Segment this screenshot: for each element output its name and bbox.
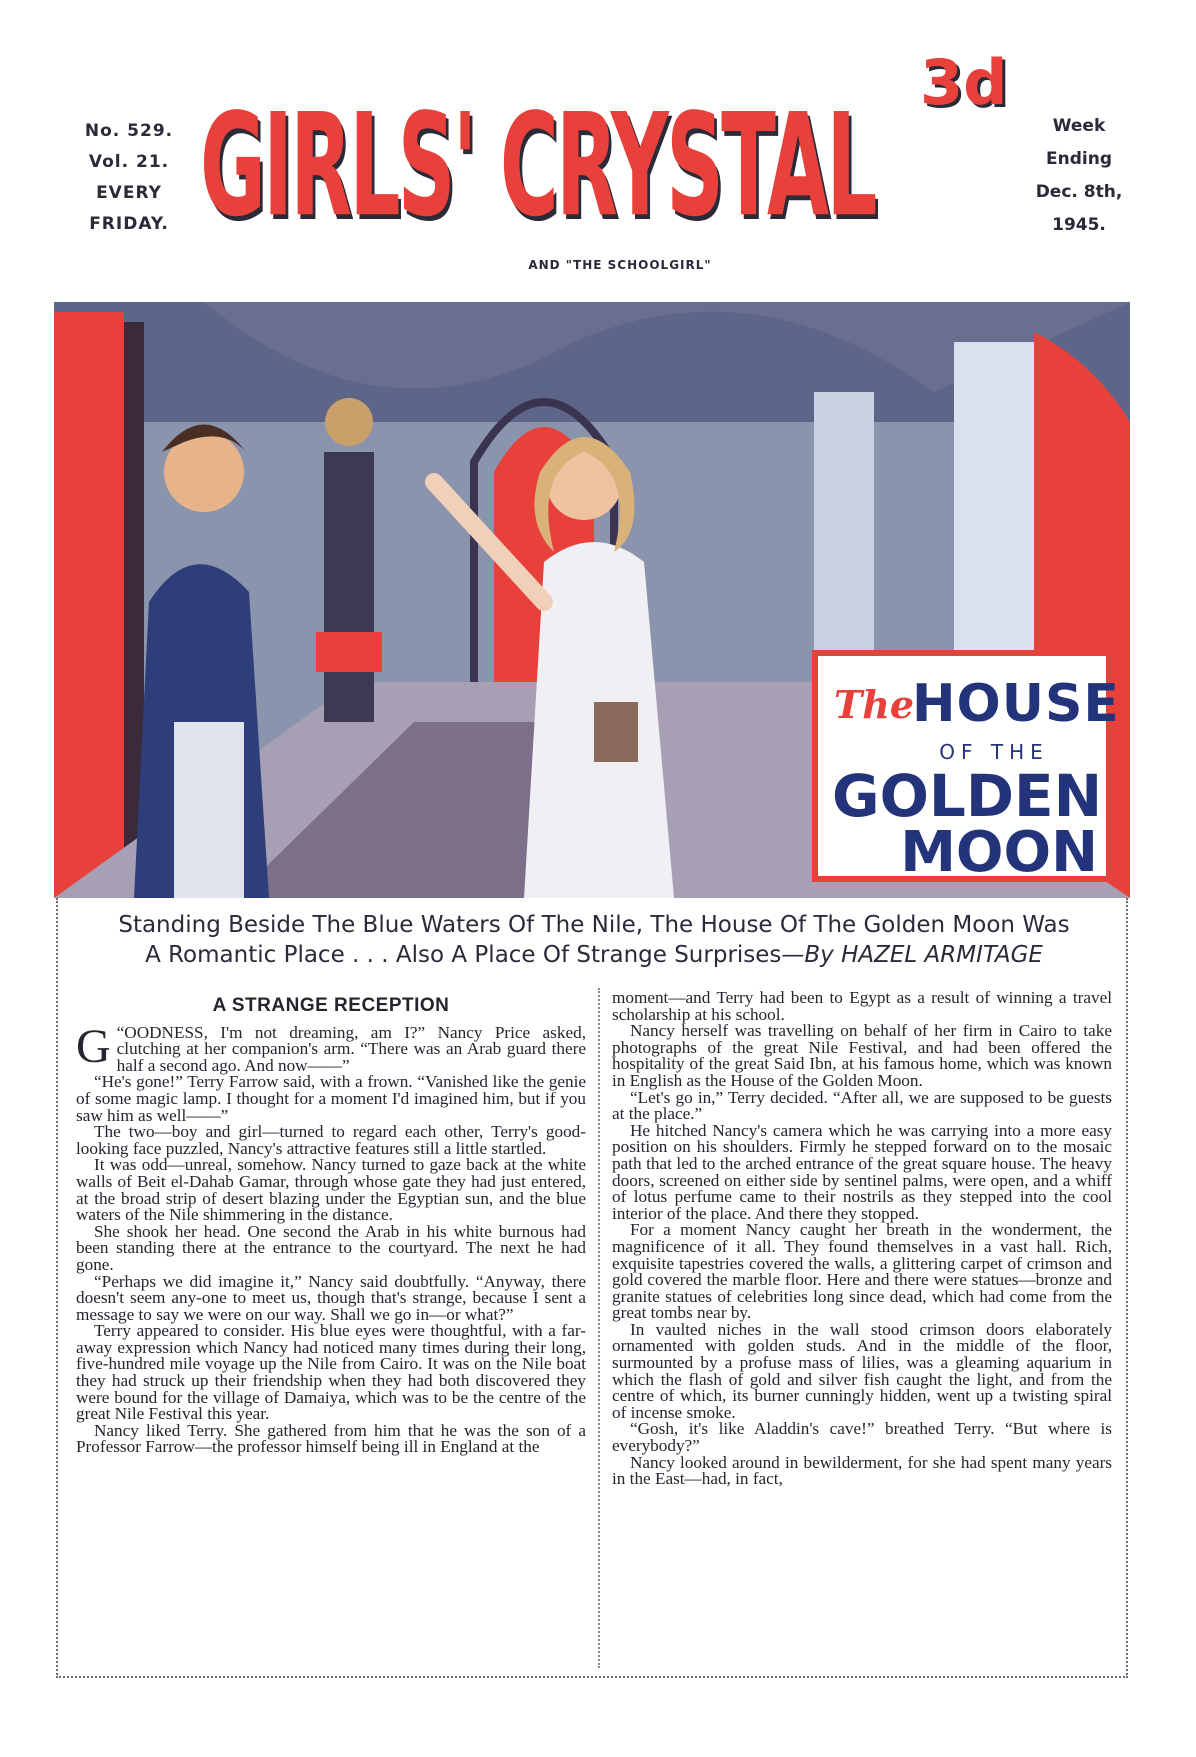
strapline-line-2-text: A Romantic Place . . . Also A Place Of Strange Surprises— <box>145 942 805 968</box>
story-paragraph: moment—and Terry had been to Egypt as a result of winning a travel scholarship at his school. <box>612 988 1112 1024</box>
story-title-box <box>812 650 1120 885</box>
issue-date: Dec. 8th, <box>1035 182 1123 202</box>
price: 3d <box>920 46 1008 119</box>
issue-day: FRIDAY. <box>89 214 169 234</box>
story-paragraph: Terry appeared to consider. His blue eyes were thoughtful, with a far-away expression which Nancy had noticed many times during their long, five-hundred mile voyage up the Nile from Cairo. It was on the Nile boat they had struck up their friendship when they had both discovered they were bound for the village of Damaiya, which was to be the centre of the great Nile Festival this year. <box>76 1321 586 1424</box>
story-paragraph: For a moment Nancy caught her breath in the wonderment, the magnificence of it all. They found themselves in a vast hall. Rich, exquisite tapestries covered the walls, a glittering carpet of crimson and gold covered the marble floor. Here and there were statues—bronze and granite statues of celebrities long since dead, which had come from the great tombs near by. <box>612 1220 1112 1323</box>
story-paragraph: He hitched Nancy's camera which he was carrying into a more easy position on his shoulders. Firmly he stepped forward on to the mosaic path that led to the arched entrance of the great square house. The heavy doors, screened on either side by sentinel palms, were open, and a whiff of lotus perfume came to their nostrils as they stepped into the cool interior of the place. And there they stopped. <box>612 1120 1112 1223</box>
story-paragraph: Nancy looked around in bewilderment, for she had spent many years in the East—had, in fact, <box>612 1452 1112 1489</box>
story-paragraph: “Let's go in,” Terry decided. “After all, we are supposed to be guests at the place.” <box>612 1087 1112 1124</box>
story-panel <box>56 898 1128 1678</box>
ending-label: Ending <box>1046 149 1112 169</box>
story-paragraph-text: “OODNESS, I'm not dreaming, am I?” Nancy Price asked, clutching at her companion's arm. “There was an Arab guard there half a second ago. And now——” <box>116 1022 586 1075</box>
story-column-right <box>612 990 1112 1488</box>
story-title-the: The <box>834 682 915 727</box>
story-title-golden: GOLDEN <box>832 762 1103 830</box>
masthead <box>0 0 1196 300</box>
byline: By HAZEL ARMITAGE <box>804 942 1043 968</box>
story-paragraph: Nancy liked Terry. She gathered from him that he was the son of a Professor Farrow—the professor himself being ill in England at the <box>76 1420 586 1457</box>
magazine-title: GIRLS' CRYSTAL <box>200 82 875 248</box>
story-paragraph: “He's gone!” Terry Farrow said, with a frown. “Vanished like the genie of some magic lamp. I thought for a moment I'd imagined him, but if you saw him as well——” <box>76 1072 586 1125</box>
issue-info <box>74 116 184 240</box>
strapline-line-2 <box>58 940 1130 970</box>
story-paragraph: It was odd—unreal, somehow. Nancy turned to gaze back at the white walls of Beit el-Dahab Gamar, through whose gate they had just entered, at the broad strip of desert blazing under the Egyptian sun, and the blue waters of the Nile shimmering in the distance. <box>76 1155 586 1225</box>
story-paragraph: In vaulted niches in the wall stood crimson doors elaborately ornamented with golden studs. And in the middle of the floor, surmounted by a profuse mass of lilies, was a gleaming aquarium in which the flash of gold and silver fish caught the light, and from the centre of which, its burner cunningly hidden, went up a twisting spiral of incense smoke. <box>612 1319 1112 1422</box>
drop-cap: G <box>76 1019 111 1073</box>
story-paragraph: “Gosh, it's like Aladdin's cave!” breathed Terry. “But where is everybody?” <box>612 1419 1112 1456</box>
story-paragraph: “Perhaps we did imagine it,” Nancy said doubtfully. “Anyway, there doesn't seem any-one to meet us, though that's strange, because I sent a message to say we were on our way. Shall we go in—or what?” <box>76 1271 586 1324</box>
story-strapline <box>58 910 1130 970</box>
story-title-moon: MOON <box>900 820 1098 885</box>
masthead-subtitle: AND "THE SCHOOLGIRL" <box>528 258 712 272</box>
story-title-of-the: OF THE <box>939 740 1049 764</box>
column-divider <box>598 988 600 1668</box>
issue-year: 1945. <box>1052 215 1106 235</box>
story-column-left <box>76 990 586 1456</box>
strapline-line-1: Standing Beside The Blue Waters Of The Nile, The House Of The Golden Moon Was <box>118 912 1070 938</box>
story-paragraph: The two—boy and girl—turned to regard each other, Terry's good-looking face puzzled, Nancy's attractive features still a little startled. <box>76 1122 586 1158</box>
story-paragraph: Nancy herself was travelling on behalf of her firm in Cairo to take photographs of the great Nile Festival, and had been offered the hospitality of the great Said Ibn, at his famous home, which was known in English as the House of the Golden Moon. <box>612 1021 1112 1090</box>
week-label: Week <box>1052 116 1106 136</box>
volume-number: Vol. 21. <box>88 152 170 172</box>
story-title-house: HOUSE <box>912 674 1120 734</box>
issue-number: No. 529. <box>84 121 174 141</box>
section-heading: A STRANGE RECEPTION <box>212 995 450 1016</box>
story-paragraph <box>76 1019 586 1075</box>
cover-illustration <box>54 302 1130 898</box>
issue-frequency: EVERY <box>96 183 162 203</box>
story-paragraph: She shook her head. One second the Arab in his white burnous had been standing there at the entrance to the courtyard. The next he had gone. <box>76 1221 586 1274</box>
week-ending <box>1024 110 1134 242</box>
